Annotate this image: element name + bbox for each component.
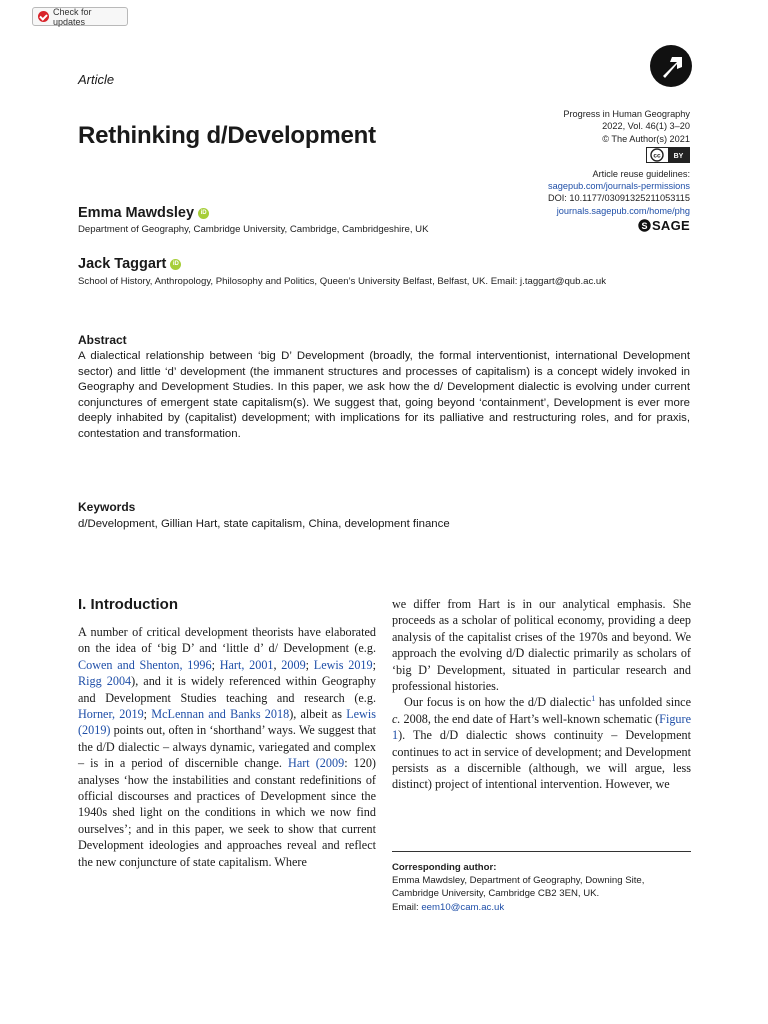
citation-link[interactable]: Horner, 2019 [78,707,144,722]
doi-text: DOI: 10.1177/03091325211053115 [547,193,690,204]
footnote-link[interactable]: 1 [591,694,596,704]
journal-name: Progress in Human Geography [563,109,690,119]
citation-link[interactable]: Hart, 2001 [219,657,274,672]
figure-link[interactable]: Figure 1 [392,711,691,743]
body-text: ), and it is widely referenced within Geography and Development Studies teaching and research (e.g. [78,674,377,705]
email-link[interactable]: eem10@cam.ac.uk [421,901,505,913]
email-label: Email: [392,901,422,913]
citation-link[interactable]: Cowen and Shenton, 1996 [78,657,212,672]
cc-by-license-icon[interactable] [646,147,690,163]
body-text: ; [143,707,152,722]
orcid-icon[interactable]: iD [170,259,181,270]
body-text: : 120) analyses ‘how the instabilities and constant redefinitions of official discourses and practices of Development since the 1940s shed light on the conditions in which we now find ourselves’; and in this paper, we seek to show that current Development ideologies and approaches reveal and reflect the new conjuncture of state capitalism. Where [78,756,376,869]
body-text-italic: c. [392,711,401,726]
body-text: A number of critical development theorists have elaborated on the idea of ‘big D’ and ‘little d’ d/ Development (e.g. [78,625,376,656]
svg-text:S: S [641,221,648,232]
keywords-heading: Keywords [78,500,136,514]
journal-copyright: © The Author(s) 2021 [602,133,690,144]
author-affiliation: School of History, Anthropology, Philosophy and Politics, Queen’s University Belfast, Belfast, UK. Email: j.taggart@qub.ac.uk [78,276,607,287]
body-text: ), albeit as [289,707,347,722]
paragraph [392,694,691,792]
reuse-label: Article reuse guidelines: [592,168,690,179]
corresponding-author-block [392,861,644,914]
body-text: points out, often in ‘shorthand’ ways. We suggest that the d/D dialectic – always dynamic, variegated and complex – is in a period of discernible change. [78,723,376,771]
citation-link[interactable]: 2009 [281,657,306,672]
body-text: ; [211,657,220,672]
journal-volume: 2022, Vol. 46(1) 3–20 [602,121,690,132]
body-text: , [273,657,282,672]
citation-link[interactable]: McLennan and Banks 2018 [151,707,290,722]
section-heading: I. Introduction [78,596,178,613]
article-title: Rethinking d/Development [78,122,376,149]
corresponding-author-line: Emma Mawdsley, Department of Geography, Downing Site, [392,875,645,887]
body-text: has unfolded since [595,695,691,710]
check-for-updates-label: Check for updates [53,6,92,27]
citation-link[interactable]: Rigg 2004 [78,674,132,689]
journal-home-link[interactable]: journals.sagepub.com/home/phg [556,205,690,216]
journal-meta [548,108,690,232]
article-type-label: Article [78,72,115,87]
journal-arrow-logo-icon [650,45,692,87]
author-name-text: Jack Taggart [78,256,167,272]
corresponding-author-line: Cambridge University, Cambridge CB2 3EN, UK. [392,888,600,900]
paragraph: we differ from Hart is in our analytical emphasis. She proceeds as a scholar of political economy, providing a deep analysis of the capitalist crises of the 1970s and beyond. We approach the evolving d/D dialectic primarily as scholars of ‘big D’ Development, situated in particular research and professional histories. [392,597,691,694]
author-name-text: Emma Mawdsley [78,205,195,221]
body-column-left [78,624,376,870]
body-text: ; [372,657,377,672]
publisher-logo [548,219,690,232]
abstract-text: A dialectical relationship between ‘big D’ Development (broadly, the formal interventionist, international Development sector) and little ‘d’ development (the immanent structures and processes of capitalism) is a concept widely invoked in Geography and Development Studies. In this paper, we ask how the d/ Development dialectic is evolving under current conjunctures of emergent state capitalism(s). We suggest that, going beyond ‘containment’, Development is ever more deeply inhabited by (capitalist) development; with implications for its palliative and restructuring roles, and for praxis, contestation and transformation. [78,350,690,440]
abstract-heading: Abstract [78,333,127,347]
corresponding-author-label: Corresponding author: [392,862,497,873]
body-text: 2008, the end date of Hart’s well-known schematic ( [400,711,660,726]
body-column-right [392,596,691,793]
author-affiliation: Department of Geography, Cambridge University, Cambridge, Cambridgeshire, UK [78,224,429,235]
citation-link[interactable]: Hart (2009 [288,756,345,771]
keywords-text: d/Development, Gillian Hart, state capitalism, China, development finance [78,518,450,530]
body-text: ). The d/D dialectic shows continuity – Development continues to act in service of development; and Development persists as a discernible (although, we will argue, less distinct) project of intentional intervention. However, we [392,728,691,792]
orcid-icon[interactable]: iD [198,208,209,219]
citation-link[interactable]: Lewis 2019 [313,657,373,672]
author-name [78,256,181,272]
publisher-name: SAGE [651,217,690,233]
body-text: ; [305,657,314,672]
svg-text:cc: cc [653,152,661,160]
author-name [78,205,209,221]
check-icon [38,11,49,22]
citation-link[interactable]: Lewis (2019) [78,707,376,738]
footnote-divider [392,851,691,852]
body-text: Our focus is on how the d/D dialectic [404,695,592,710]
cc-by-text: BY [673,153,684,161]
sage-s-icon [638,219,651,232]
check-for-updates-button[interactable] [32,7,128,26]
permissions-link[interactable]: sagepub.com/journals-permissions [548,181,690,192]
